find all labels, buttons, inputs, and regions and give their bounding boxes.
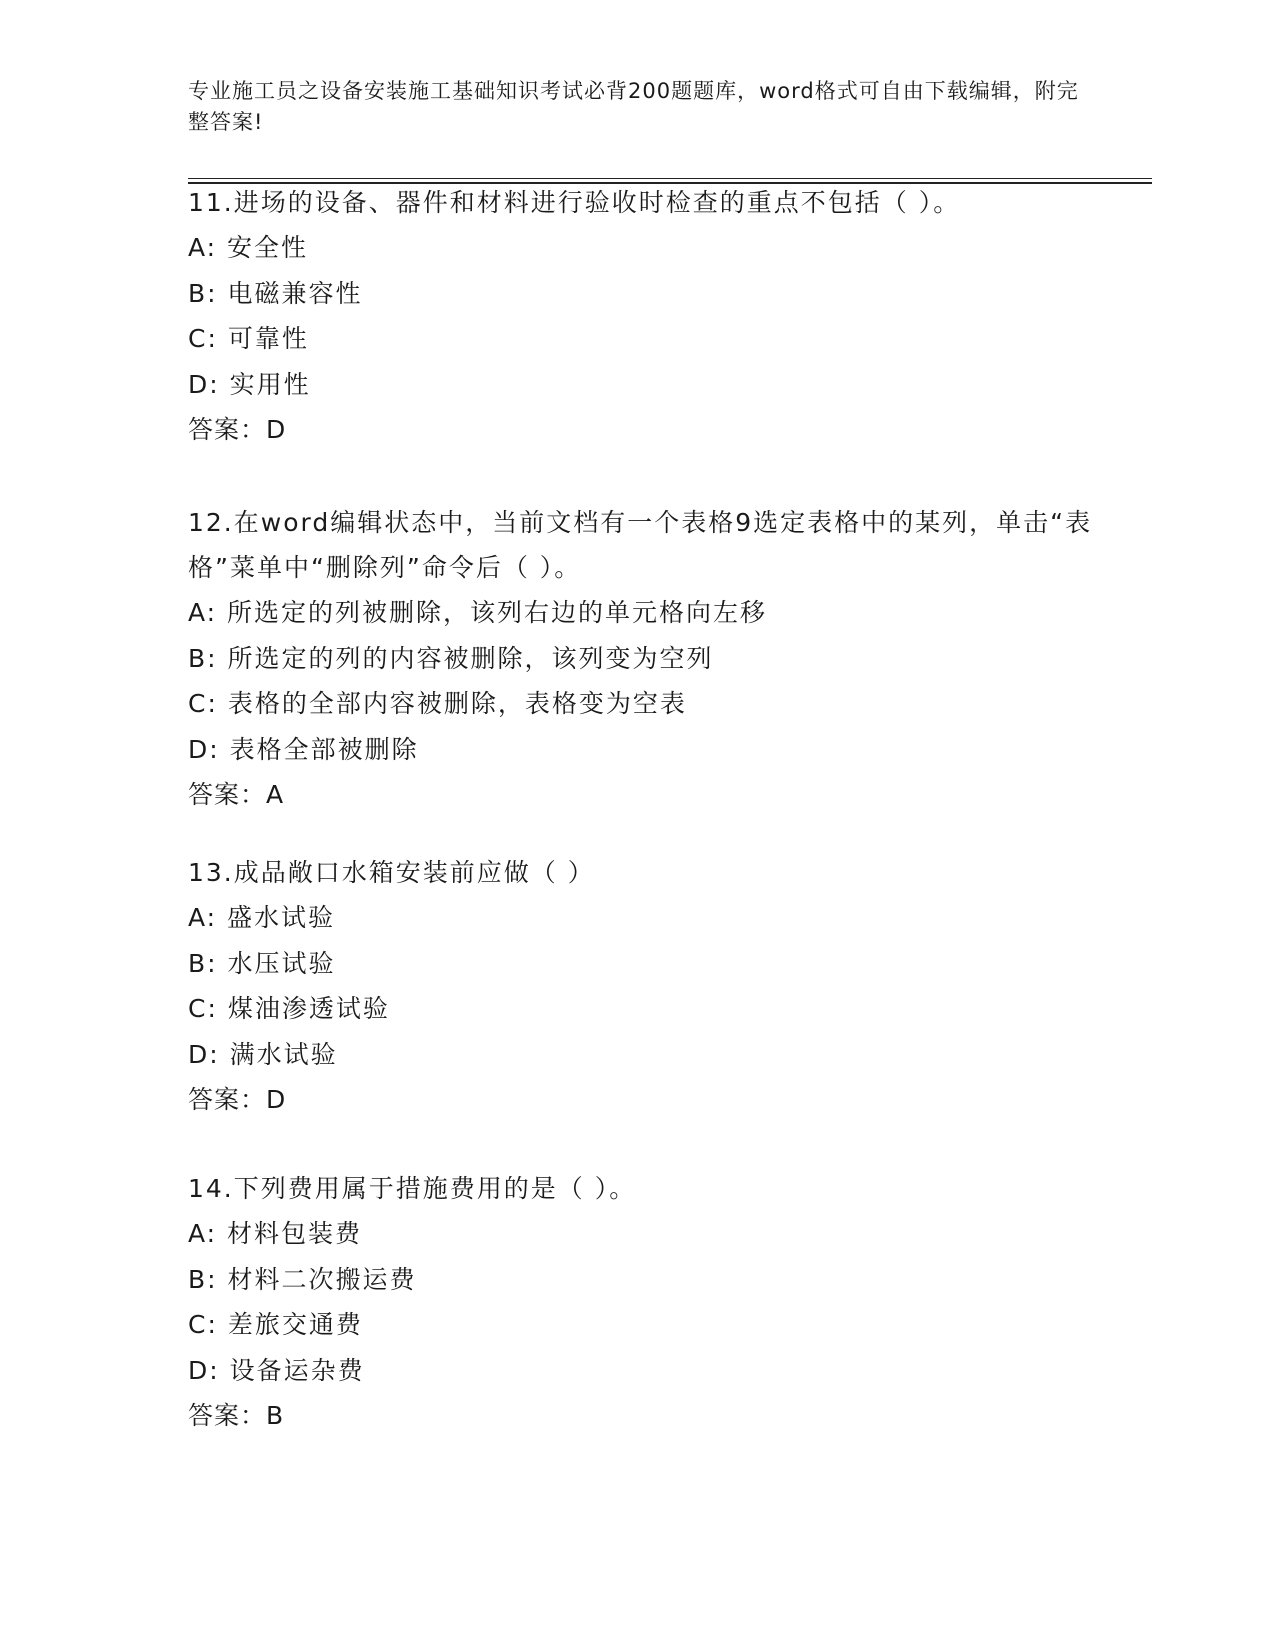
answer-label: 答案：D	[188, 1085, 287, 1114]
option-c: C: 煤油渗透试验	[188, 994, 390, 1023]
option-a: A: 材料包装费	[188, 1219, 363, 1248]
question-stem: 13.成品敞口水箱安装前应做（ ）	[188, 858, 595, 887]
document-header	[188, 76, 1088, 138]
question-stem: 14.下列费用属于措施费用的是（ ）。	[188, 1174, 637, 1203]
question-11	[188, 180, 1148, 452]
option-b: B: 材料二次搬运费	[188, 1264, 417, 1294]
option-d: D: 设备运杂费	[188, 1355, 365, 1385]
question-13	[188, 850, 1148, 1122]
header-title: 专业施工员之设备安装施工基础知识考试必背200题题库，word格式可自由下载编辑，附完整答案!	[188, 79, 1079, 134]
option-a: A: 安全性	[188, 233, 309, 262]
answer-label: 答案：A	[188, 780, 285, 809]
header-rule-thin	[188, 178, 1152, 179]
option-b: B: 所选定的列的内容被删除，该列变为空列	[188, 643, 714, 673]
option-b: B: 电磁兼容性	[188, 278, 363, 308]
question-stem: 11.进场的设备、器件和材料进行验收时检查的重点不包括（ ）。	[188, 188, 961, 217]
question-stem: 12.在word编辑状态中，当前文档有一个表格9选定表格中的某列，单击“表格”菜单中“删除列”命令后（ ）。	[188, 508, 1093, 582]
answer-label: 答案：B	[188, 1401, 285, 1430]
option-d: D: 满水试验	[188, 1039, 338, 1069]
question-14	[188, 1166, 1148, 1438]
option-b: B: 水压试验	[188, 948, 336, 978]
option-c: C: 表格的全部内容被删除，表格变为空表	[188, 689, 687, 718]
option-a: A: 盛水试验	[188, 903, 336, 932]
option-c: C: 可靠性	[188, 324, 309, 353]
option-a: A: 所选定的列被删除，该列右边的单元格向左移	[188, 598, 768, 627]
question-12	[188, 500, 1148, 817]
option-d: D: 表格全部被删除	[188, 734, 419, 764]
answer-label: 答案：D	[188, 415, 287, 444]
option-d: D: 实用性	[188, 369, 311, 399]
option-c: C: 差旅交通费	[188, 1310, 363, 1339]
